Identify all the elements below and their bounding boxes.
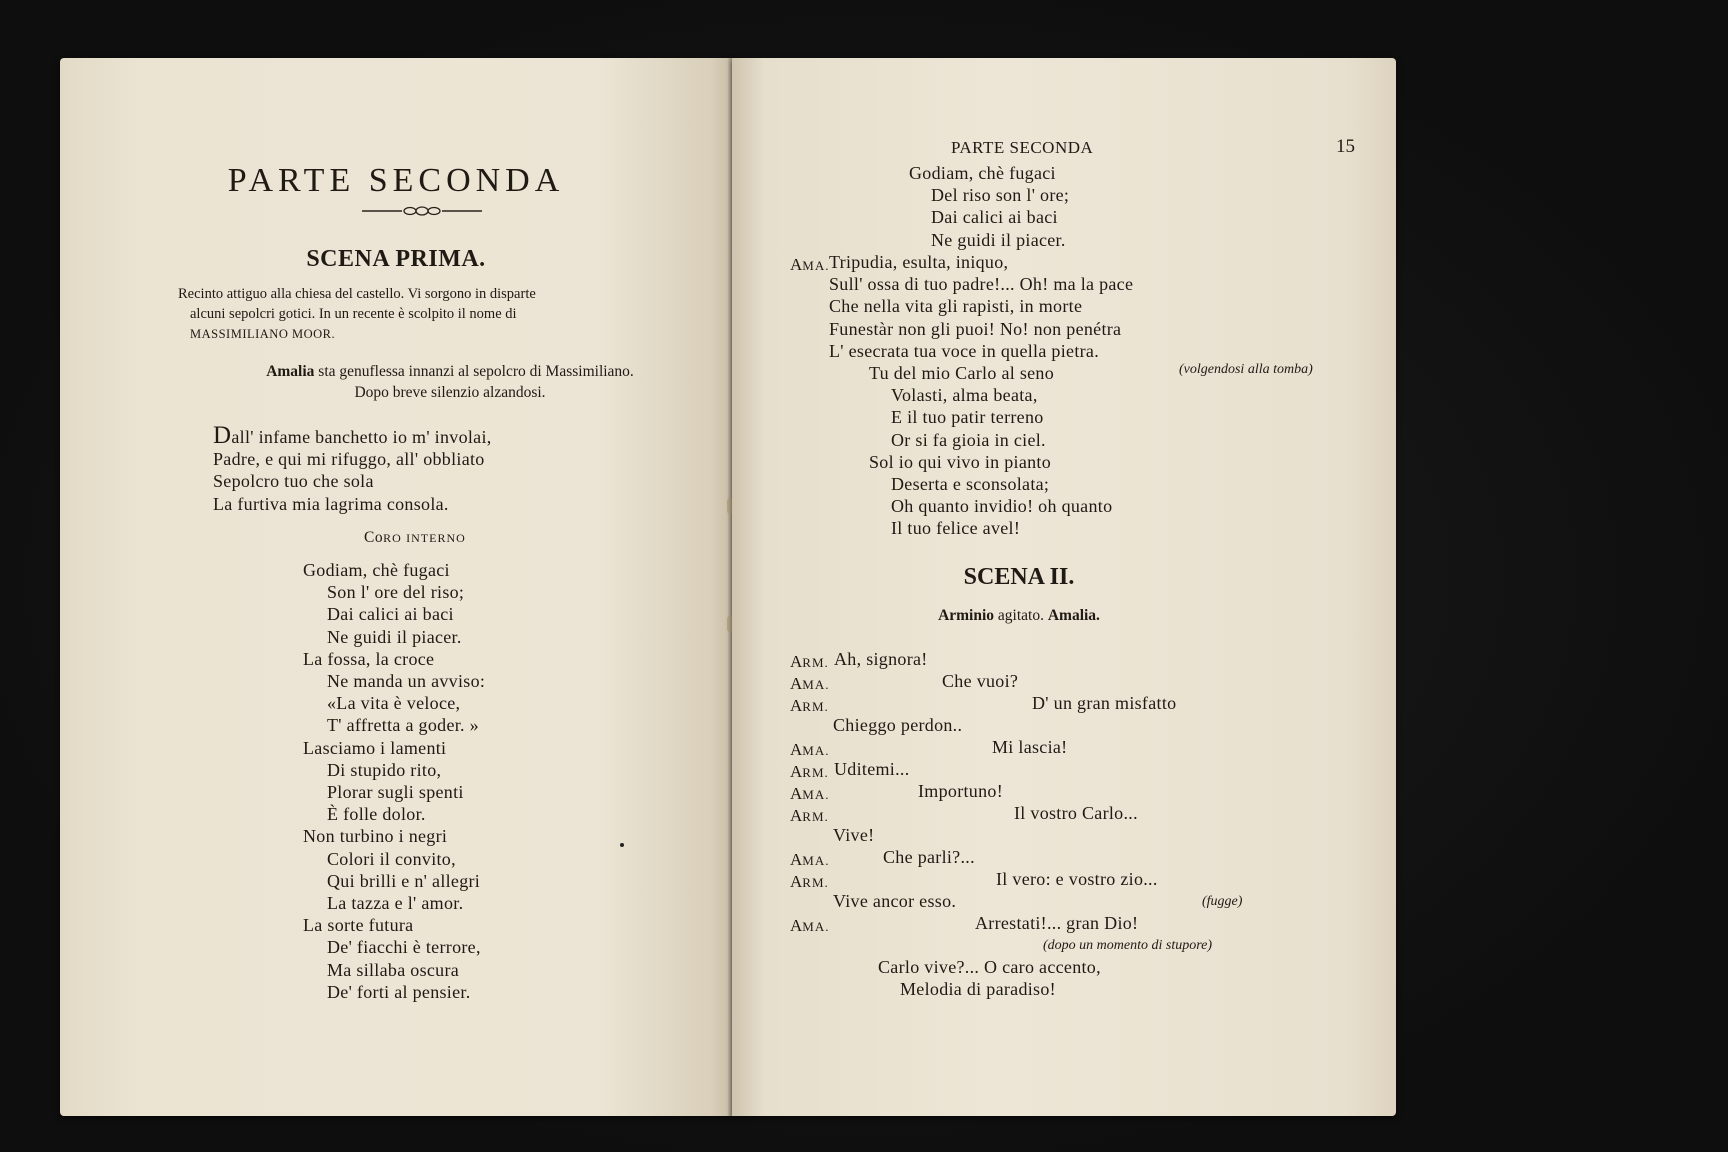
verse-line: La tazza e l' amor.: [327, 893, 464, 914]
dialogue-line: Vive ancor esso.: [833, 891, 957, 911]
amalia-verse: [829, 251, 1133, 540]
speaker-label: ARM.: [790, 872, 829, 891]
dialogue-line: Uditemi...: [834, 759, 910, 779]
verse-line: Il tuo felice avel!: [891, 518, 1021, 539]
verse-line: E il tuo patir terreno: [891, 407, 1044, 428]
verse-line: Padre, e qui mi rifuggo, all' obbliato: [213, 449, 485, 470]
ink-spot: [620, 843, 624, 847]
verse-line: De' fiacchi è terrore,: [327, 937, 481, 958]
chorus-verse: [909, 162, 1069, 251]
verse-line: «La vita è veloce,: [327, 693, 461, 714]
chorus-verse: [303, 559, 485, 1003]
stage-direction-italic: (volgendosi alla tomba): [1179, 362, 1313, 377]
verse-line: Che nella vita gli rapisti, in morte: [829, 296, 1083, 317]
speaker-label: ARM.: [790, 806, 829, 825]
character-name: Amalia: [266, 363, 315, 380]
dialogue-line: Chieggo perdon..: [833, 715, 963, 735]
verse-line: Or si fa gioia in ciel.: [891, 429, 1046, 450]
stage-direction-text: Dopo breve silenzio alzandosi.: [354, 384, 546, 401]
verse-line: Tripudia, esulta, iniquo,: [829, 252, 1009, 272]
verse-line: Lasciamo i lamenti: [303, 737, 447, 758]
dialogue-line: Il vero: e vostro zio...: [996, 869, 1158, 889]
setting-line: Recinto attiguo alla chiesa del castello. Vi sorgono in disparte: [178, 286, 536, 302]
verse-line: L' esecrata tua voce in quella pietra.: [829, 340, 1100, 361]
scene-title: SCENA PRIMA.: [306, 246, 486, 272]
verse-line: all' infame banchetto io m' involai,: [231, 427, 492, 447]
verse-line: Dai calici ai baci: [327, 604, 454, 625]
setting-line: alcuni sepolcri gotici. In un recente è scolpito il nome di: [190, 306, 517, 322]
verse-line: De' forti al pensier.: [327, 981, 471, 1002]
verse-line: Ma sillaba oscura: [327, 959, 460, 980]
character-name: Arminio: [938, 607, 995, 624]
verse-line: È folle dolor.: [327, 804, 426, 825]
verse-line: Del riso son l' ore;: [931, 185, 1070, 206]
verse-line: Carlo vive?... O caro accento,: [878, 957, 1101, 977]
verse-line: La fossa, la croce: [303, 648, 435, 669]
dialogue-line: Importuno!: [918, 781, 1003, 801]
verse-line: Ne guidi il piacer.: [327, 626, 462, 647]
speaker-label: ARM.: [790, 652, 829, 671]
running-head: PARTE SECONDA: [951, 138, 1094, 157]
verse-line: Godiam, chè fugaci: [909, 163, 1056, 183]
verse-line: Sol io qui vivo in pianto: [869, 451, 1052, 472]
speaker-label: AMA.: [790, 850, 830, 869]
verse-line: Dai calici ai baci: [931, 207, 1058, 228]
speaker-label: ARM.: [790, 762, 829, 781]
right-page: [732, 58, 1396, 1116]
verse-line: La sorte futura: [303, 915, 414, 936]
speaker-label: AMA.: [790, 784, 830, 803]
speaker-label: AMA.: [790, 674, 830, 693]
dialogue-line: Il vostro Carlo...: [1014, 803, 1138, 823]
verse-line: Godiam, chè fugaci: [303, 560, 450, 580]
verse-line: Deserta e sconsolata;: [891, 474, 1050, 495]
verse-line: T' affretta a goder. »: [327, 715, 479, 736]
dialogue-line: Ah, signora!: [834, 649, 928, 669]
part-title: PARTE SECONDA: [227, 162, 565, 199]
verse-line: Plorar sugli spenti: [327, 782, 464, 803]
open-book: [60, 58, 1396, 1116]
verse-line: La furtiva mia lagrima consola.: [213, 493, 449, 514]
ornament-divider-icon: [362, 204, 482, 218]
verse-line: Volasti, alma beata,: [891, 385, 1038, 406]
stage-direction-text: sta genuflessa innanzi al sepolcro di Massimiliano.: [314, 363, 634, 380]
dialogue-line: Vive!: [833, 825, 875, 845]
verse-line: Son l' ore del riso;: [327, 582, 465, 603]
speaker-label: AMA.: [790, 255, 830, 274]
verse-line: Qui brilli e n' allegri: [327, 870, 481, 891]
character-name: Amalia.: [1047, 607, 1100, 624]
chorus-heading: CoRO INTERNO: [364, 529, 466, 546]
verse-line: Non turbino i negri: [303, 826, 448, 847]
dialogue-line: Mi lascia!: [992, 737, 1068, 757]
dialogue-line: D' un gran misfatto: [1032, 693, 1177, 713]
dialogue-line: Che parli?...: [883, 847, 975, 867]
aria-verse: [213, 422, 492, 515]
speaker-label: AMA.: [790, 916, 830, 935]
verse-line: Colori il convito,: [327, 848, 456, 869]
left-page: [60, 58, 732, 1116]
dialogue-line: Arrestati!... gran Dio!: [975, 913, 1139, 933]
dialogue-line: Che vuoi?: [942, 671, 1019, 691]
verse-line: Ne guidi il piacer.: [931, 229, 1066, 250]
verse-line: Melodia di paradiso!: [900, 979, 1056, 1000]
verse-line: Sull' ossa di tuo padre!... Oh! ma la pace: [829, 274, 1134, 295]
verse-line: Di stupido rito,: [327, 759, 442, 780]
setting-line: MASSIMILIANO MOOR.: [190, 327, 336, 341]
verse-line: Tu del mio Carlo al seno: [869, 363, 1055, 384]
stage-direction-italic: (dopo un momento di stupore): [1043, 938, 1213, 953]
final-verse: [878, 956, 1101, 1000]
speaker-label: ARM.: [790, 696, 829, 715]
stage-direction-italic: (fugge): [1202, 894, 1243, 909]
stage-direction: Arminio agitato. Amalia.: [938, 607, 1100, 624]
page-number: 15: [1336, 136, 1355, 157]
stage-direction: [170, 361, 730, 403]
speaker-label: AMA.: [790, 740, 830, 759]
setting-description: [178, 284, 678, 344]
verse-line: Funestàr non gli puoi! No! non penétra: [829, 318, 1122, 339]
verse-line: Oh quanto invidio! oh quanto: [891, 496, 1113, 517]
verse-line: Ne manda un avviso:: [327, 671, 486, 692]
verse-line: Sepolcro tuo che sola: [213, 471, 374, 492]
drop-cap: D: [213, 422, 232, 449]
scene-title: SCENA II.: [963, 564, 1075, 590]
